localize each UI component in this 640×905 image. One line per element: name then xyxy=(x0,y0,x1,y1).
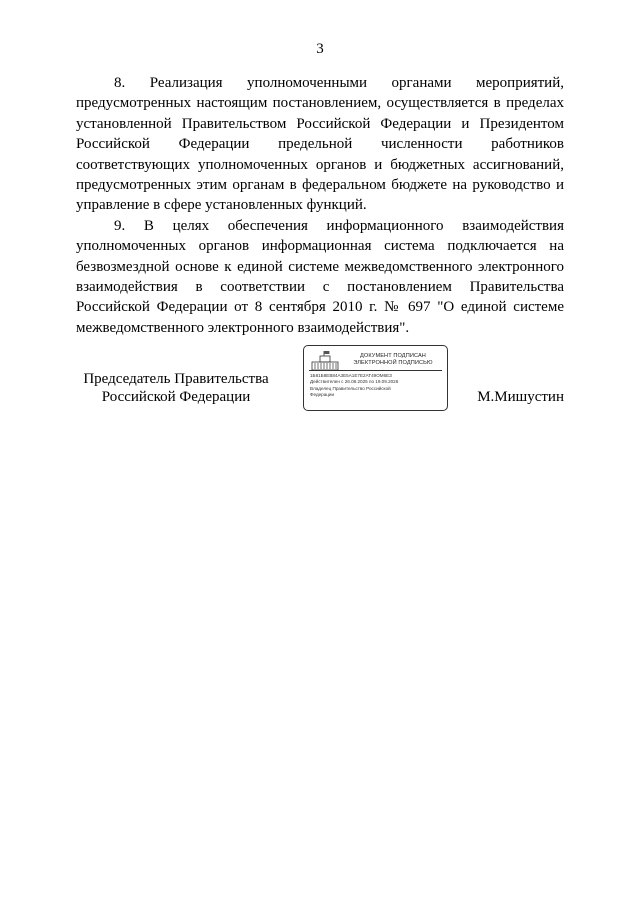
signer-title xyxy=(76,370,276,406)
stamp-heading-line1: ДОКУМЕНТ ПОДПИСАН xyxy=(360,353,426,359)
government-building-icon xyxy=(310,350,340,372)
stamp-divider xyxy=(309,370,442,371)
signer-title-line1: Председатель Правительства xyxy=(83,371,269,387)
electronic-signature-stamp xyxy=(303,345,448,411)
stamp-owner-line1: Владелец Правительство Российской xyxy=(310,385,391,391)
stamp-details xyxy=(310,373,444,398)
paragraph-8 xyxy=(76,73,564,216)
paragraph-9 xyxy=(76,216,564,338)
paragraph-9-text: 9. В целях обеспечения информационного взаимодействия уполномоченных органов информационная система подключается на безвозмездной основе к единой системе межведомственного электронного взаимодействия в соответствии с постановлением Правительства Российской Федерации от 8 сентября 2010 г. № 697 "О единой системе межведомственного электронного взаимодействия". xyxy=(76,217,564,336)
signer-title-line2: Российской Федерации xyxy=(101,389,251,405)
stamp-certificate: 1Б81Б8ЕВ84А3Е5А1Е7Е2АТ49ОМ6ЕЗ xyxy=(310,373,392,378)
paragraph-8-text: 8. Реализация уполномоченными органами мероприятий, предусмотренных настоящим постановлением, осуществляется в пределах установленной Правительством Российской Федерации и Президентом Российской Федерации предельной численности работников соответствующих уполномоченных органов и бюджетных ассигнований, предусмотренных этим органам в федеральном бюджете на руководство и управление в сфере установленных функций. xyxy=(76,75,564,214)
signature-block xyxy=(76,345,564,415)
stamp-heading xyxy=(344,353,442,367)
page-number: 3 xyxy=(316,41,324,57)
document-body xyxy=(76,73,564,338)
signer-name: М.Мишустин xyxy=(477,389,564,405)
stamp-validity: Действителен с 26.08.2025 по 19.09.2026 xyxy=(310,379,399,385)
stamp-owner-line2: Федерации xyxy=(310,391,335,397)
stamp-heading-line2: ЭЛЕКТРОННОЙ ПОДПИСЬЮ xyxy=(353,360,433,366)
